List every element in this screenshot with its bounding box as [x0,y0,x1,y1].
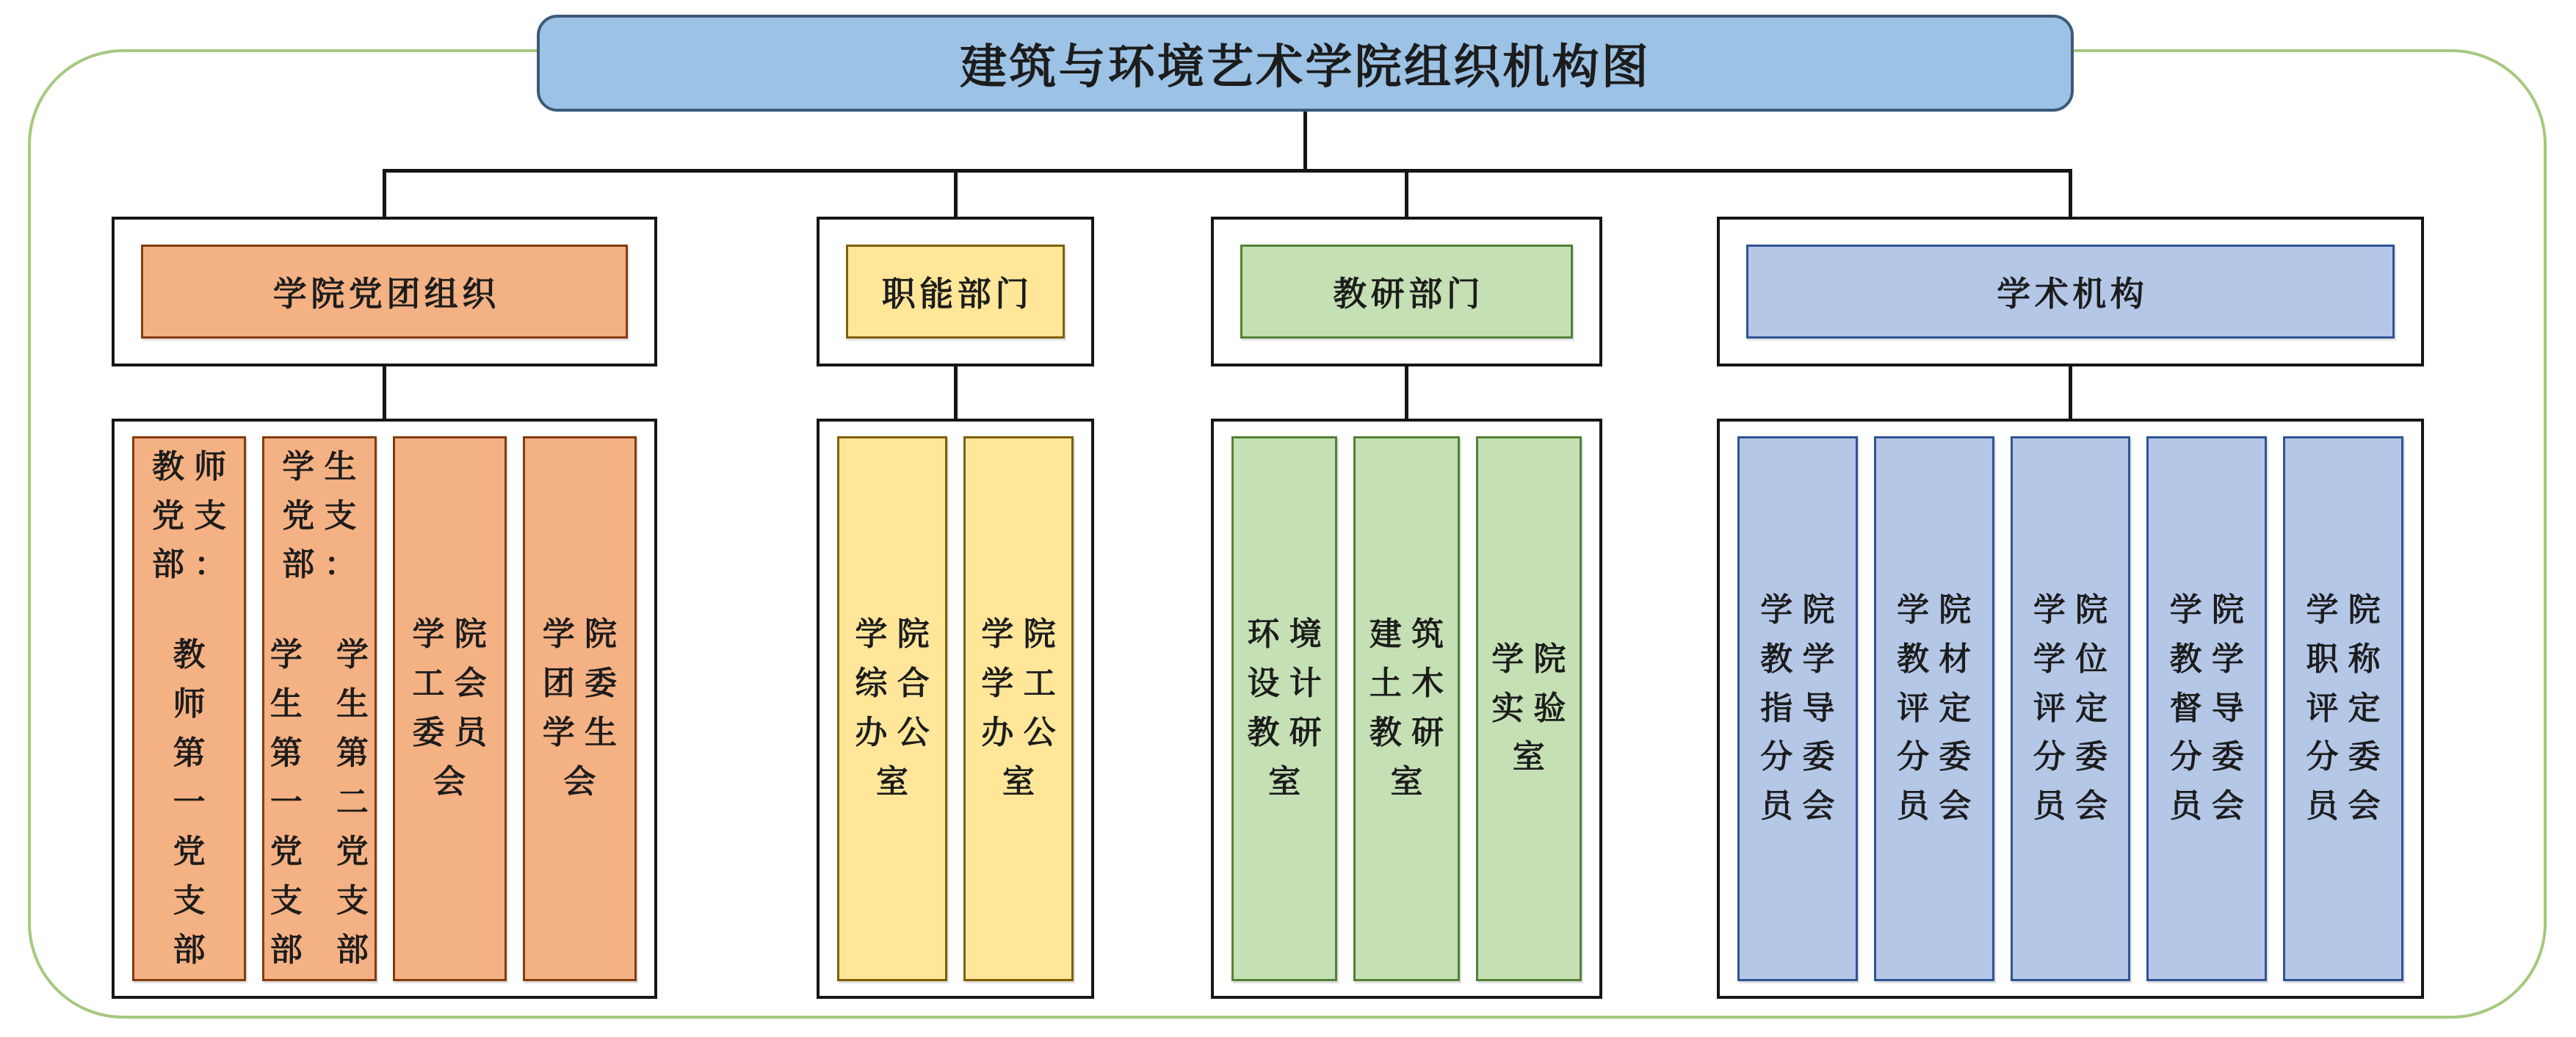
branch-functional-header-frame [817,217,1094,366]
child-box-label: 学院 工会 委员 会 [412,616,496,800]
connector-mid-party [383,366,386,419]
child-box-label: 环境 设计 教研 室 [1247,616,1331,800]
branch-party-header-frame [112,217,657,366]
connector-main-horizontal [383,169,2072,173]
child-box-general-office [837,436,947,981]
chart-title-box [537,15,2074,112]
connector-mid-academic [2069,366,2072,419]
connector-drop-teaching [1405,170,1408,217]
child-box-teaching-supervision-committee [2146,436,2267,981]
branch-party-children-frame [112,419,657,999]
child-box-label: 学院 团委 学生 会 [542,616,627,800]
branch-functional-label: 职能部门 [881,275,1033,313]
child-box-label: 学院 学工 办公 室 [981,616,1066,800]
child-box-architecture-civil [1353,436,1459,981]
connector-mid-functional [954,366,958,419]
child-box-student-affairs-office [963,436,1074,981]
child-box-label: 学院 学位 评定 分委 员会 [2033,591,2118,825]
connector-drop-party [383,170,386,217]
branch-academic-children-frame [1717,419,2424,999]
branch-teaching-header-frame [1211,217,1602,366]
branch-party-label: 学院党团组织 [272,275,500,313]
child-box-laboratory [1476,436,1582,981]
child-box-label: 学院 教材 评定 分委 员会 [1897,591,1981,825]
child-box-degree-committee [2011,436,2131,981]
child-box-environment-design [1231,436,1337,981]
child-box-label: 学院 教学 督导 分委 员会 [2169,591,2254,825]
child-box-label: 学院 教学 指导 分委 员会 [1760,591,1845,825]
branch-party-header [141,245,628,339]
child-box-label: 学院 职称 评定 分委 员会 [2306,591,2390,825]
child-box-teacher-party-branch [132,436,246,981]
child-box-textbook-committee [1874,436,1994,981]
child-box-label: 学院 实验 室 [1491,640,1576,776]
connector-drop-functional [954,170,958,217]
child-box-student-party-branch [262,436,376,981]
vertical-text-column: 学 生 第 二 党 支 部 [336,637,369,968]
connector-drop-academic [2069,170,2072,217]
child-box-title-evaluation-committee [2283,436,2403,981]
branch-academic-label: 学术机构 [1997,275,2149,313]
branch-teaching-label: 教研部门 [1333,275,1485,313]
connector-title-drop [1303,110,1307,170]
child-box-header-text: 学生 党支 部： [282,448,366,583]
child-box-labor-union [393,436,507,981]
child-box-teaching-guidance-committee [1737,436,1858,981]
connector-mid-teaching [1405,366,1408,419]
branch-academic-header-frame [1717,217,2424,366]
branch-functional-children-frame [817,419,1094,999]
child-box-label: 学院 综合 办公 室 [855,616,939,800]
child-box-label: 建筑 土木 教研 室 [1369,616,1454,800]
branch-functional-header [846,245,1065,339]
vertical-text-column: 教 师 第 一 党 支 部 [173,637,206,968]
vertical-text-column: 学 生 第 一 党 支 部 [269,637,303,968]
branch-academic-header [1746,245,2395,339]
child-box-youth-league [523,436,637,981]
branch-teaching-children-frame [1211,419,1602,999]
branch-teaching-header [1240,245,1573,339]
child-box-columns [270,631,369,975]
child-box-header-text: 教师 党支 部： [152,448,236,583]
chart-title: 建筑与环境艺术学院组织机构图 [960,40,1651,93]
child-box-columns [173,631,206,975]
